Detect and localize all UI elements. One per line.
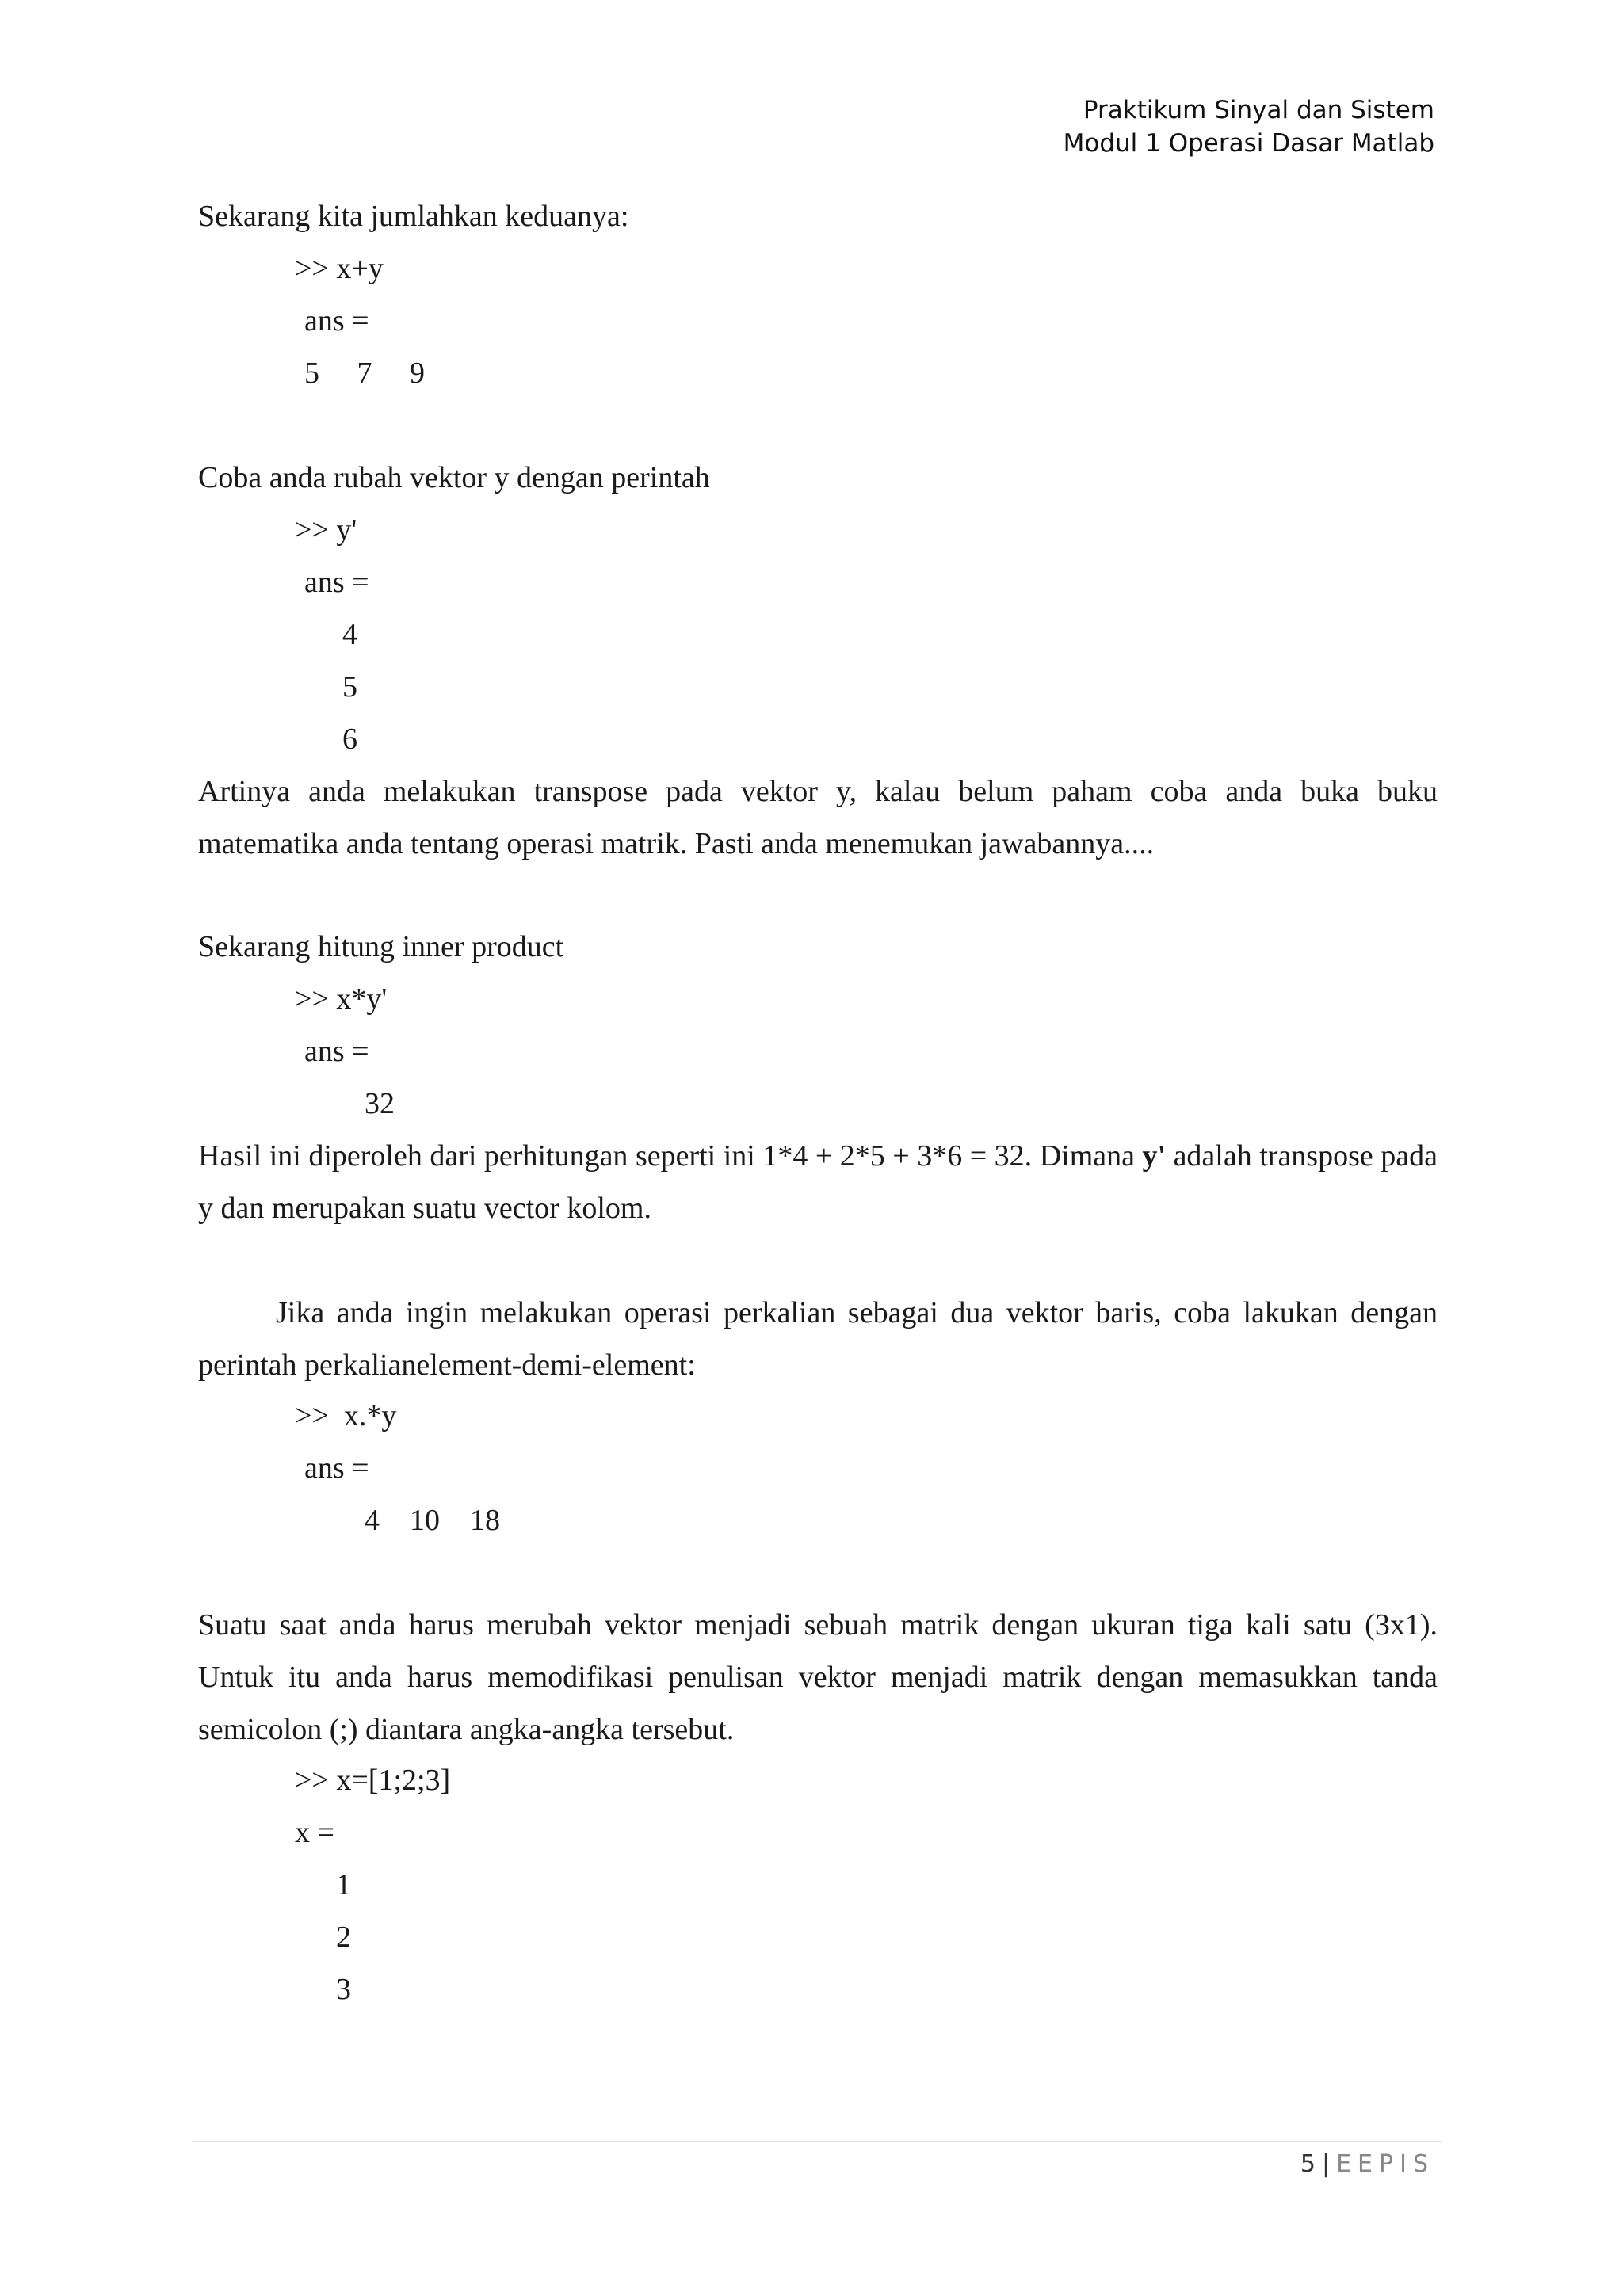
inner-explanation-post: adalah transpose pada y dan merupakan suatu vector kolom.	[198, 1139, 1438, 1225]
inner-ans-label: ans =	[304, 1035, 369, 1068]
matrix-result-1: 1	[336, 1868, 351, 1901]
elementwise-result: 4 10 18	[365, 1504, 500, 1537]
transpose-result-2: 5	[342, 670, 357, 704]
sum-ans-label: ans =	[304, 304, 369, 338]
footer-separator: |	[1321, 2150, 1331, 2178]
elementwise-command: >> x.*y	[295, 1399, 397, 1432]
header-module-title: Modul 1 Operasi Dasar Matlab	[1063, 129, 1434, 158]
inner-explanation-pre: Hasil ini diperoleh dari perhitungan seperti ini 1*4 + 2*5 + 3*6 = 32. Dimana	[198, 1139, 1143, 1173]
inner-explanation-bold: y'	[1142, 1139, 1167, 1173]
inner-command: >> x*y'	[295, 982, 388, 1016]
transpose-result-3: 6	[342, 723, 357, 756]
inner-intro: Sekarang hitung inner product	[198, 930, 564, 963]
page-header	[1064, 93, 1434, 160]
transpose-command: >> y'	[295, 513, 357, 547]
sum-result: 5 7 9	[304, 357, 425, 390]
inner-result: 32	[365, 1087, 395, 1120]
elementwise-intro: Jika anda ingin melakukan operasi perkalian sebagai dua vektor baris, coba lakukan dengan perintah perkalianelement-demi-element:	[198, 1296, 1438, 1382]
transpose-explanation: Artinya anda melakukan transpose pada vektor y, kalau belum paham coba anda buka buku matematika anda tentang operasi matrik. Pasti anda menemukan jawabannya....	[198, 775, 1438, 860]
page-number: 5	[1300, 2150, 1316, 2178]
header-course-title: Praktikum Sinyal dan Sistem	[1083, 96, 1434, 124]
sum-command: >> x+y	[295, 252, 384, 285]
matrix-result-3: 3	[336, 1973, 351, 2006]
transpose-ans-label: ans =	[304, 566, 369, 599]
transpose-intro: Coba anda rubah vektor y dengan perintah	[198, 461, 710, 494]
footer-org: EEPIS	[1336, 2150, 1434, 2178]
matrix-var-label: x =	[295, 1816, 334, 1849]
transpose-result-1: 4	[342, 618, 357, 651]
elementwise-ans-label: ans =	[304, 1451, 369, 1485]
sum-intro: Sekarang kita jumlahkan keduanya:	[198, 200, 629, 233]
matrix-intro: Suatu saat anda harus merubah vektor menjadi sebuah matrik dengan ukuran tiga kali satu (3x1). Untuk itu anda harus memodifikasi penulisan vektor menjadi matrik dengan memasukkan tanda semicolon (;) diantara angka-angka tersebut.	[198, 1608, 1438, 1746]
matrix-result-2: 2	[336, 1920, 351, 1954]
inner-explanation	[198, 1130, 1438, 1234]
footer-divider	[193, 2141, 1442, 2142]
matrix-command: >> x=[1;2;3]	[295, 1764, 451, 1797]
page-footer	[1300, 2149, 1434, 2180]
